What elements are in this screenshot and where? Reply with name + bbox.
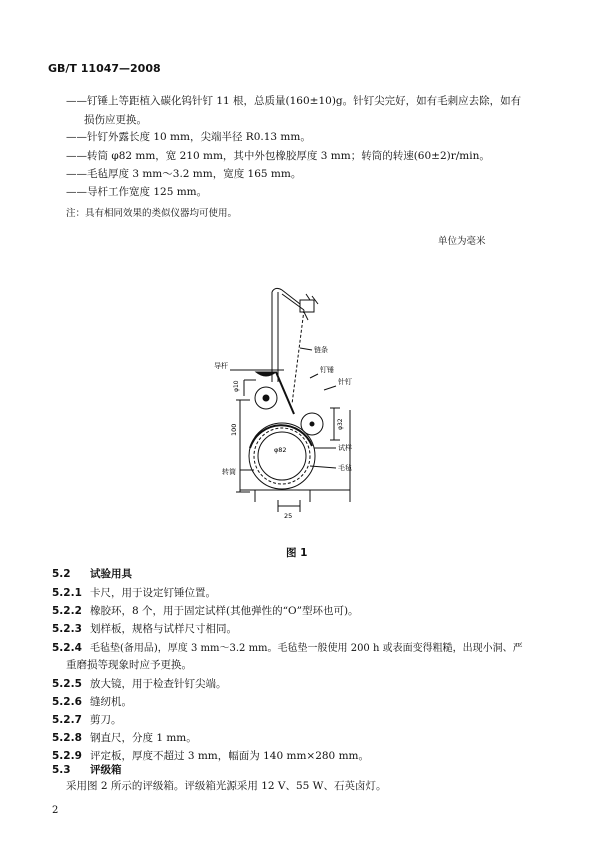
dim-25: 25 [284, 512, 293, 520]
spec-line-2: ——针钉外露长度 10 mm，尖端半径 R0.13 mm。 [66, 131, 311, 143]
item-5-2-8 [52, 730, 197, 745]
label-felt: 毛毡 [338, 464, 352, 472]
standard-code: GB/T 11047—2008 [48, 62, 161, 75]
section-5-2-number: 5.2 [52, 568, 71, 580]
leader-chain [300, 348, 312, 350]
label-chain: 链条 [314, 346, 328, 354]
hammer-rod [276, 372, 294, 414]
item-5-2-4-cont: 重磨损等现象时应予更换。 [66, 659, 192, 671]
section-5-2-heading [52, 566, 132, 581]
leader-hammer [310, 374, 318, 378]
top-clamp [300, 300, 314, 312]
figure-1-drawing [200, 280, 400, 520]
item-5-2-6 [52, 694, 132, 709]
item-5-2-2 [52, 603, 359, 618]
item-5-2-5 [52, 676, 227, 691]
item-text: 毛毡垫(备用品)，厚度 3 mm～3.2 mm。毛毡垫一般使用 200 h 或表面变得粗糙，出现小洞、严 [90, 643, 523, 654]
label-guide-rod: 导杆 [214, 362, 228, 370]
section-5-3-body: 采用图 2 所示的评级箱。评级箱光源采用 12 V、55 W、石英卤灯。 [66, 780, 387, 792]
item-text: 橡胶环，8 个，用于固定试样(其他弹性的“O”型环也可)。 [90, 605, 359, 617]
label-drum: 转筒 [222, 468, 236, 476]
page-number: 2 [52, 805, 59, 816]
figure-caption: 图 1 [286, 547, 308, 559]
drum-inner [254, 428, 310, 484]
item-5-2-7 [52, 712, 122, 727]
item-5-2-3 [52, 621, 237, 636]
spec-line-1: ——钉锤上等距植入碳化钨针钉 11 根，总质量(160±10)g。针钉尖完好，如有毛刺应去除，如有 [66, 95, 522, 107]
item-text: 卡尺，用于设定钉锤位置。 [90, 587, 216, 599]
dim-phi82: φ82 [274, 446, 287, 454]
item-text: 缝纫机。 [90, 696, 132, 708]
section-5-3-title: 评级箱 [90, 764, 122, 776]
item-number: 5.2.1 [52, 587, 82, 599]
item-number: 5.2.3 [52, 623, 82, 635]
dim-phi10: φ10 [233, 380, 240, 392]
unit-label: 单位为毫米 [438, 236, 486, 247]
label-hammer: 钉锤 [320, 366, 334, 374]
item-number: 5.2.4 [52, 642, 82, 654]
dim-phi32: φ32 [337, 418, 344, 430]
item-number: 5.2.9 [52, 750, 82, 762]
item-number: 5.2.7 [52, 714, 82, 726]
section-5-3-heading [52, 762, 122, 777]
note: 注：具有相同效果的类似仪器均可使用。 [66, 208, 238, 219]
spec-line-1-cont: 损伤应更换。 [84, 114, 147, 126]
leader-pin [324, 386, 336, 390]
item-text: 钢直尺，分度 1 mm。 [90, 732, 197, 744]
label-specimen: 试样 [338, 444, 352, 452]
item-5-2-4 [52, 639, 523, 654]
spec-line-3: ——转筒 φ82 mm，宽 210 mm，其中外包橡胶厚度 3 mm；转筒的转速(60±2)r/min。 [66, 150, 490, 162]
leader-felt [310, 466, 336, 468]
section-5-3-number: 5.3 [52, 764, 71, 776]
item-number: 5.2.6 [52, 696, 82, 708]
item-text: 剪刀。 [90, 714, 122, 726]
item-number: 5.2.2 [52, 605, 82, 617]
top-arm [272, 288, 300, 304]
label-pin: 针钉 [338, 378, 352, 386]
spec-line-5: ——导杆工作宽度 125 mm。 [66, 186, 208, 198]
item-text: 划样板，规格与试样尺寸相同。 [90, 623, 237, 635]
item-text: 评定板，厚度不超过 3 mm，幅面为 140 mm×280 mm。 [90, 750, 369, 762]
drum-core [258, 432, 306, 480]
item-text: 放大镜，用于检查针钉尖端。 [90, 678, 227, 690]
chain-line [292, 310, 304, 404]
top-arm-lower [282, 294, 304, 310]
section-5-2-title: 试验用具 [90, 568, 132, 580]
spec-line-4: ——毛毡厚度 3 mm～3.2 mm，宽度 165 mm。 [66, 168, 302, 180]
item-5-2-1 [52, 585, 216, 600]
guide-rod-dish [256, 372, 276, 376]
item-number: 5.2.5 [52, 678, 82, 690]
item-5-2-9 [52, 748, 369, 763]
dim-100: 100 [230, 423, 238, 436]
item-number: 5.2.8 [52, 732, 82, 744]
